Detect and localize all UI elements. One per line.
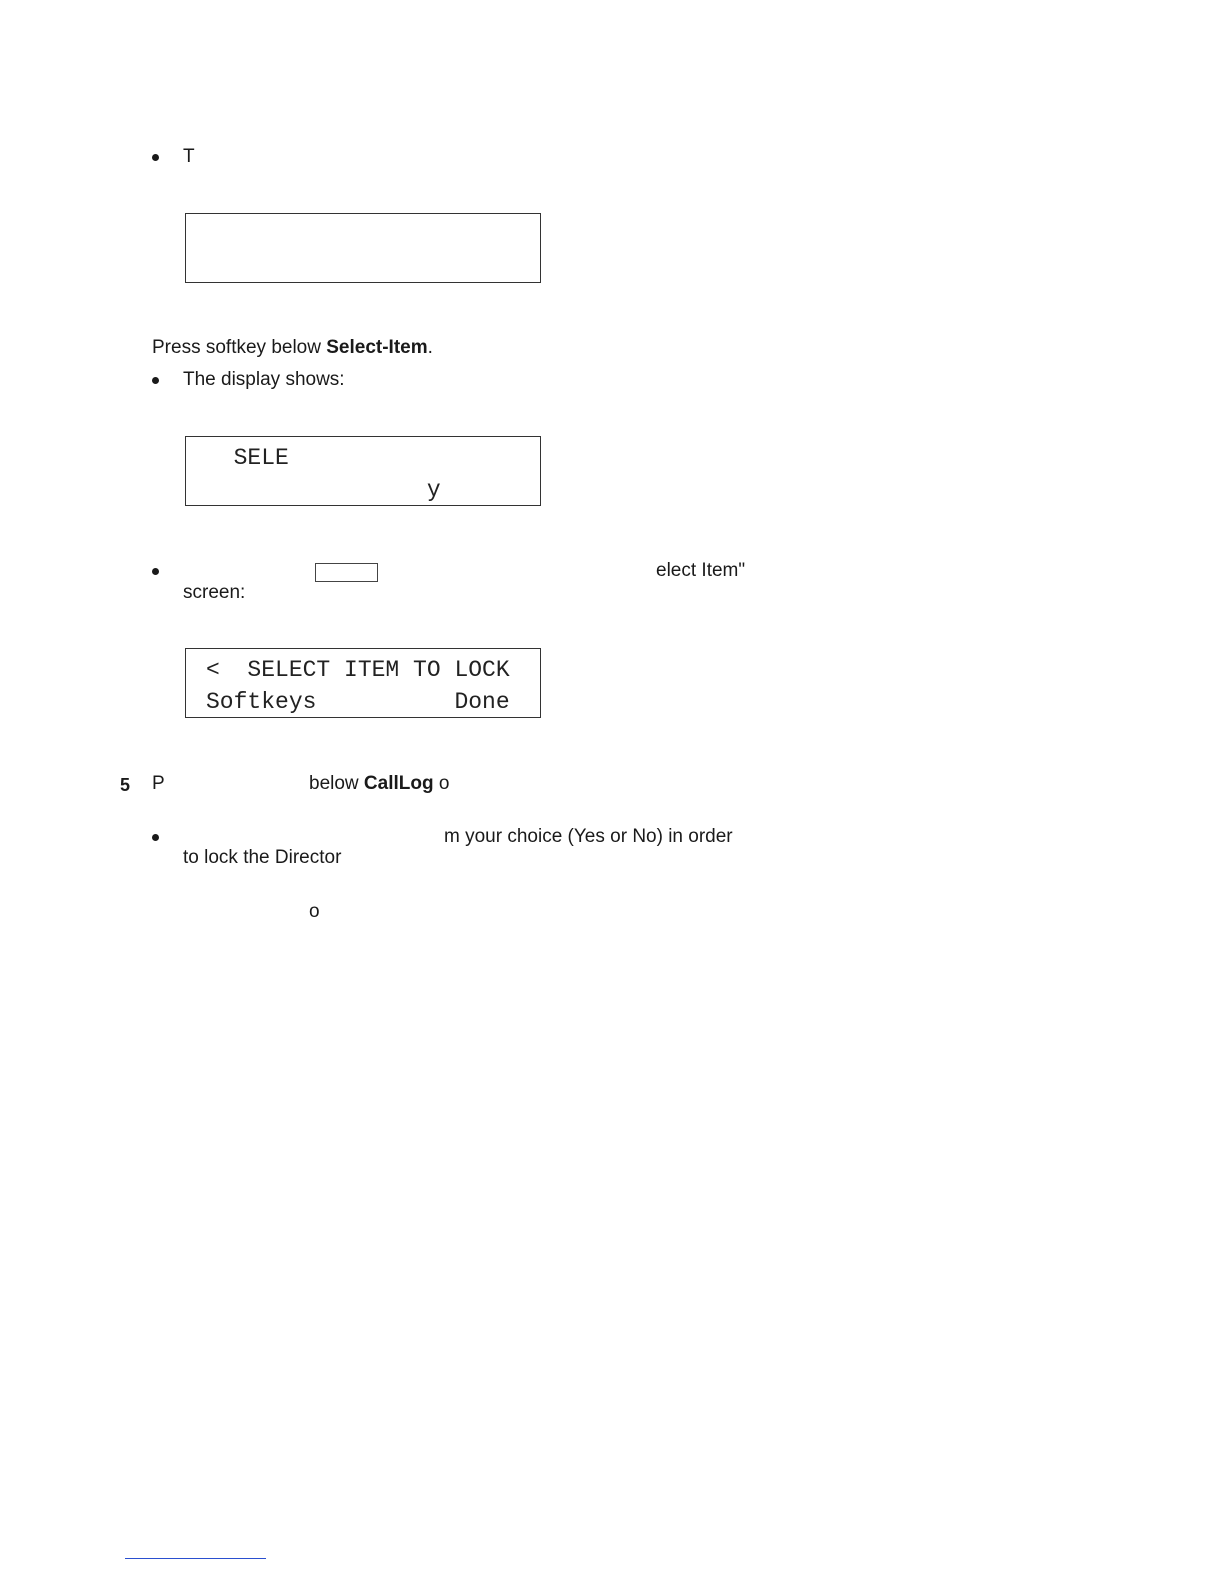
display-line-1: SELE: [206, 445, 289, 471]
step-text: [309, 773, 449, 795]
bullet-text-continued: screen:: [183, 582, 246, 603]
softkey-name: Select-Item: [326, 337, 428, 358]
bullet-text: m your choice (Yes or No) in order: [444, 826, 733, 847]
step-text-b: below: [309, 773, 364, 794]
bullet-text-continued: to lock the Director: [183, 847, 342, 868]
bullet-text: elect Item": [656, 560, 746, 581]
display-line-2: Softkeys Done: [206, 689, 510, 715]
footer-rule: [125, 1558, 266, 1559]
phone-display: [185, 213, 541, 283]
phone-display: [185, 648, 541, 718]
bullet-dot: [152, 154, 159, 161]
instruction-prefix: Press softkey below: [152, 337, 327, 358]
instruction-text: [152, 337, 433, 359]
phone-key-icon: [315, 563, 378, 582]
bullet-dot: [152, 377, 159, 384]
step-text-c: o: [433, 773, 450, 794]
display-line-2: y: [206, 477, 441, 503]
step-text: P: [152, 773, 165, 794]
instruction-suffix: .: [427, 337, 433, 358]
bullet-text: The display shows:: [183, 369, 345, 390]
display-line-1: < SELECT ITEM TO LOCK: [206, 657, 510, 683]
step-number: 5: [120, 775, 131, 795]
bullet-dot: [152, 568, 159, 575]
bullet-text: T: [183, 146, 195, 167]
text-fragment: o: [309, 901, 320, 922]
phone-display: [185, 436, 541, 506]
softkey-name: CallLog: [363, 773, 434, 794]
bullet-dot: [152, 834, 159, 841]
